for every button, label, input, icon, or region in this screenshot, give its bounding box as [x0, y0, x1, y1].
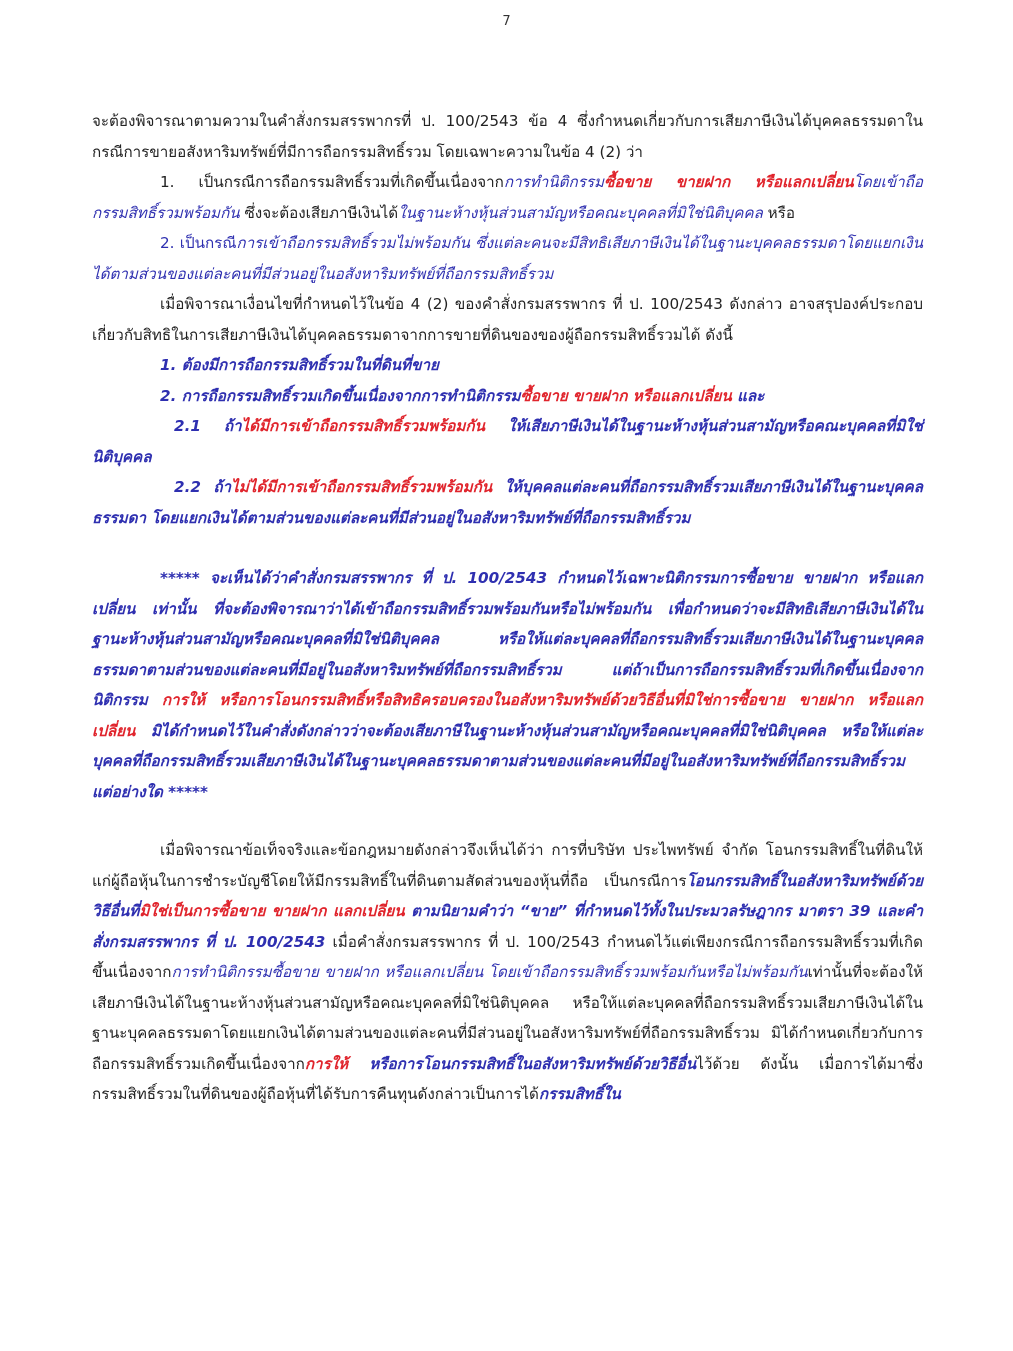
text-run: ในฐานะห้างหุ้นส่วนสามัญหรือคณะบุคคลที่มิใช่นิติบุคคล: [398, 203, 763, 222]
paragraph-case-1: [92, 167, 923, 228]
text-run: 1. เป็นกรณีการถือกรรมสิทธิ์รวมที่เกิดขึ้นเนื่องจาก: [160, 173, 504, 191]
text-run: เมื่อคำสั่งกรมสรรพากร ที่ ป. 100/2543 กำหนดไว้แต่เพียงกรณีการถือกรรมสิทธิ์รวมที่เกิดขึ้นเนื่องจาก: [92, 932, 923, 981]
list-item-2-2: [92, 472, 923, 533]
list-item-2-1: [92, 411, 923, 472]
text-run: 2.2 ถ้า: [174, 478, 232, 496]
text-run: เมื่อพิจารณาข้อเท็จจริงและข้อกฎหมายดังกล่าวจึงเห็นได้ว่า การที่บริษัท ประไพทรัพย์ จำกัด โอนกรรมสิทธิ์ในที่ดินให้แก่ผู้ถือหุ้นในการชำระบัญชีโดยให้มีกรรมสิทธิ์ในที่ดินตามสัดส่วนของหุ้นที่ถือ เป็นกรณีการ: [92, 841, 923, 890]
text-run: ซึ่งจะต้องเสียภาษีเงินได้: [239, 203, 399, 222]
list-item-1: [92, 350, 923, 381]
text-run: มิได้กำหนดไว้ในคำสั่งดังกล่าวว่าจะต้องเสียภาษีในฐานะห้างหุ้นส่วนสามัญหรือคณะบุคคลที่มิใช่นิติบุคคล หรือให้แต่ละบุคคลที่ถือกรรมสิทธิ์รวมเสียภาษีเงินได้ในฐานะบุคคลธรรมดาตามส่วนของแต่ละคนที่มีอยู่ในอสังหาริมทรัพย์ที่ถือกรรมสิทธิ์รวมแต่อย่างใด *****: [92, 721, 923, 801]
text-run: มิใช่เป็นการซื้อขาย ขายฝาก แลกเปลี่ยน: [139, 902, 405, 920]
text-run: 2. เป็นกรณี: [160, 234, 237, 252]
text-run: การให้: [304, 1054, 349, 1073]
document-body: [92, 106, 923, 1110]
paragraph-conditions: เมื่อพิจารณาเงื่อนไขที่กำหนดไว้ในข้อ 4 (2) ของคำสั่งกรมสรรพากร ที่ ป. 100/2543 ดังกล่าว อาจสรุปองค์ประกอบเกี่ยวกับสิทธิในการเสียภาษีเงินได้บุคคลธรรมดาจากการขายที่ดินของของผู้ถือกรรมสิทธิ์รวมได้ ดังนี้: [92, 295, 923, 344]
text-run: ที่จะต้องพิจารณาว่าได้เข้าถือกรรมสิทธิ์รวมพร้อมกันหรือไม่พร้อมกัน เพื่อกำหนดว่าจะมีสิทธิเสียภาษีเงินได้ในฐานะห้างหุ้นส่วนสามัญหรือคณะบุคคลที่มิใช่นิติบุคคล หรือให้แต่ละบุคคลที่ถือกรรมสิทธิ์รวมเสียภาษีเงินได้ในฐานะบุคคลธรรมดาตามส่วนของแต่ละคนที่มีอยู่ในอสังหาริมทรัพย์ที่ถือกรรมสิทธิ์รวม แต่ถ้าเป็นการถือกรรมสิทธิ์รวมที่เกิดขึ้นเนื่องจากนิติกรรม: [92, 599, 923, 709]
paragraph-note: [92, 563, 923, 807]
text-run: 1. ต้องมีการถือกรรมสิทธิ์รวมในที่ดินที่ขาย: [160, 356, 439, 374]
text-run: การเข้าถือกรรมสิทธิ์รวมไม่พร้อมกัน ซึ่งแต่ละคนจะมีสิทธิเสียภาษีเงินได้ในฐานะบุคคลธรรมดาโดยแยกเงินได้ตามส่วนของแต่ละคนที่มีส่วนอยู่ในอสังหาริมทรัพย์ที่ถือกรรมสิทธิ์รวม: [92, 234, 923, 283]
text-run: การทำนิติกรรมซื้อขาย ขายฝาก หรือแลกเปลี่ยน โดยเข้าถือกรรมสิทธิ์รวมพร้อมกันหรือไม่พร้อมกัน: [171, 963, 808, 981]
page-number: 7: [502, 14, 511, 29]
text-run: ***** จะเห็นได้ว่าคำสั่งกรมสรรพากร ที่ ป. 100/2543 กำหนดไว้เฉพาะนิติกรรมการซื้อขาย ขายฝาก หรือแลกเปลี่ยน เท่านั้น: [92, 569, 923, 618]
text-run: โอนกรรมสิทธิ์ในอสังหาริมทรัพย์ด้วยวิธีอื่นที่: [92, 871, 923, 920]
text-run: ให้บุคคลแต่ละคนที่ถือกรรมสิทธิ์รวมเสียภาษีเงินได้ในฐานะบุคคลธรรมดา โดยแยกเงินได้ตามส่วนของแต่ละคนที่มีส่วนอยู่ในอสังหาริมทรัพย์ที่ถือกรรมสิทธิ์รวม: [92, 478, 923, 527]
text-run: ซื้อขาย ขายฝาก หรือแลกเปลี่ยน: [520, 386, 732, 405]
text-run: ซื้อขาย ขายฝาก หรือแลกเปลี่ยน: [604, 173, 854, 191]
text-run: การให้ หรือการโอนกรรมสิทธิ์หรือสิทธิครอบครองในอสังหาริมทรัพย์ด้วยวิธีอื่นที่มิใช่การซื้อขาย ขายฝาก หรือแลกเปลี่ยน: [92, 691, 923, 740]
spacer: [92, 807, 923, 835]
paragraph-case-2: [92, 228, 923, 289]
text-run: 2. การถือกรรมสิทธิ์รวมเกิดขึ้นเนื่องจากการทำนิติกรรม: [160, 386, 521, 405]
paragraph-finding: [92, 835, 923, 1110]
text-run: โดยเข้าถือกรรมสิทธิ์รวมพร้อมกัน: [92, 173, 923, 222]
text-run: ไว้ด้วย ดังนั้น เมื่อการได้มาซึ่งกรรมสิทธิ์รวมในที่ดินของผู้ถือหุ้นที่ได้รับการคืนทุนดังกล่าวเป็นการได้: [92, 1054, 923, 1103]
text-run: ไม่ได้มีการเข้าถือกรรมสิทธิ์รวมพร้อมกัน: [231, 478, 493, 496]
list-item-2: [92, 381, 923, 412]
text-run: หรือ: [762, 203, 795, 222]
text-run: กรรมสิทธิ์ใน: [538, 1085, 621, 1103]
text-run: และ: [731, 386, 765, 405]
text-run: 2.1 ถ้า: [174, 417, 242, 435]
spacer: [92, 533, 923, 563]
text-run: ตามนิยามคำว่า “ขาย” ที่กำหนดไว้ทั้งในประมวลรัษฎากร มาตรา 39 และคำสั่งกรมสรรพากร ที่ ป. 100/2543: [92, 902, 923, 951]
text-run: ได้มีการเข้าถือกรรมสิทธิ์รวมพร้อมกัน: [241, 417, 486, 435]
text-run: การทำนิติกรรม: [503, 173, 605, 191]
text-run: เท่านั้นที่จะต้องให้เสียภาษีเงินได้ในฐานะห้างหุ้นส่วนสามัญหรือคณะบุคคลที่มิใช่นิติบุคคล หรือให้แต่ละบุคคลที่ถือกรรมสิทธิ์รวมเสียภาษีเงินได้ในฐานะบุคคลธรรมดาโดยแยกเงินได้ตามส่วนของแต่ละคนที่มีส่วนอยู่ในอสังหาริมทรัพย์ที่ถือกรรมสิทธิ์รวม มิได้กำหนดเกี่ยวกับการถือกรรมสิทธิ์รวมเกิดขึ้นเนื่องจาก: [92, 963, 923, 1073]
text-run: ให้เสียภาษีเงินได้ในฐานะห้างหุ้นส่วนสามัญหรือคณะบุคคลที่มิใช่นิติบุคคล: [92, 417, 923, 466]
paragraph-intro: จะต้องพิจารณาตามความในคำสั่งกรมสรรพากรที่ ป. 100/2543 ข้อ 4 ซึ่งกำหนดเกี่ยวกับการเสียภาษีเงินได้บุคคลธรรมดาในกรณีการขายอสังหาริมทรัพย์ที่มีการถือกรรมสิทธิ์รวม โดยเฉพาะความในข้อ 4 (2) ว่า: [92, 112, 923, 161]
text-run: หรือการโอนกรรมสิทธิ์ในอสังหาริมทรัพย์ด้วยวิธีอื่น: [348, 1054, 697, 1073]
